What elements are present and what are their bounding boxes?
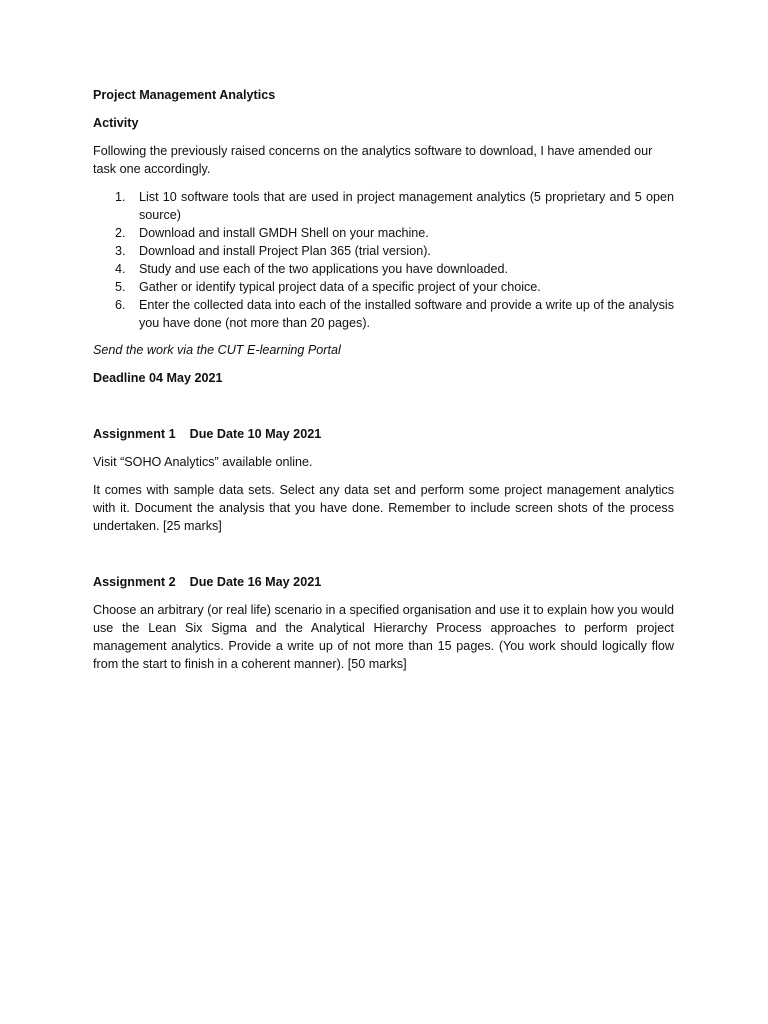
task-item	[93, 296, 674, 332]
assignment1-due-date: Due Date 10 May 2021	[189, 427, 322, 441]
task-number: 5.	[115, 280, 126, 294]
spacer	[93, 397, 674, 425]
task-list	[93, 188, 674, 332]
spacer	[93, 545, 674, 573]
assignment2-label: Assignment 2	[93, 575, 176, 589]
task-number: 3.	[115, 244, 126, 258]
activity-heading: Activity	[93, 116, 139, 130]
task-text: Study and use each of the two applications you have downloaded.	[139, 262, 508, 276]
task-text: Download and install Project Plan 365 (trial version).	[139, 244, 431, 258]
task-item	[93, 260, 674, 278]
intro-paragraph: Following the previously raised concerns on the analytics software to download, I have amended our task one accordingly.	[93, 144, 653, 176]
assignment1-label: Assignment 1	[93, 427, 176, 441]
assignment2-due-date: Due Date 16 May 2021	[189, 575, 322, 589]
send-note: Send the work via the CUT E-learning Portal	[93, 343, 341, 357]
deadline: Deadline 04 May 2021	[93, 371, 223, 385]
task-item	[93, 278, 674, 296]
task-text: Enter the collected data into each of the installed software and provide a write up of the analysis you have done (not more than 20 pages).	[139, 298, 674, 330]
task-number: 1.	[115, 190, 126, 204]
assignment1-body: It comes with sample data sets. Select any data set and perform some project management analytics with it. Document the analysis that you have done. Remember to include screen shots of the process undertaken. [25 marks]	[93, 483, 674, 533]
document-page	[93, 86, 674, 683]
document-title: Project Management Analytics	[93, 88, 276, 102]
task-number: 6.	[115, 298, 126, 312]
task-text: Download and install GMDH Shell on your machine.	[139, 226, 429, 240]
task-item	[93, 188, 674, 224]
task-text: List 10 software tools that are used in project management analytics (5 proprietary and 5 open source)	[139, 190, 674, 222]
assignment2-body: Choose an arbitrary (or real life) scenario in a specified organisation and use it to explain how you would use the Lean Six Sigma and the Analytical Hierarchy Process approaches to perform project management analytics. Provide a write up of not more than 15 pages. (You work should logically flow from the start to finish in a coherent manner). [50 marks]	[93, 603, 674, 671]
assignment1-heading	[93, 425, 674, 443]
task-text: Gather or identify typical project data of a specific project of your choice.	[139, 280, 541, 294]
task-number: 4.	[115, 262, 126, 276]
task-number: 2.	[115, 226, 126, 240]
task-item	[93, 224, 674, 242]
task-item	[93, 242, 674, 260]
assignment2-heading	[93, 573, 674, 591]
assignment1-instruction: Visit “SOHO Analytics” available online.	[93, 455, 313, 469]
